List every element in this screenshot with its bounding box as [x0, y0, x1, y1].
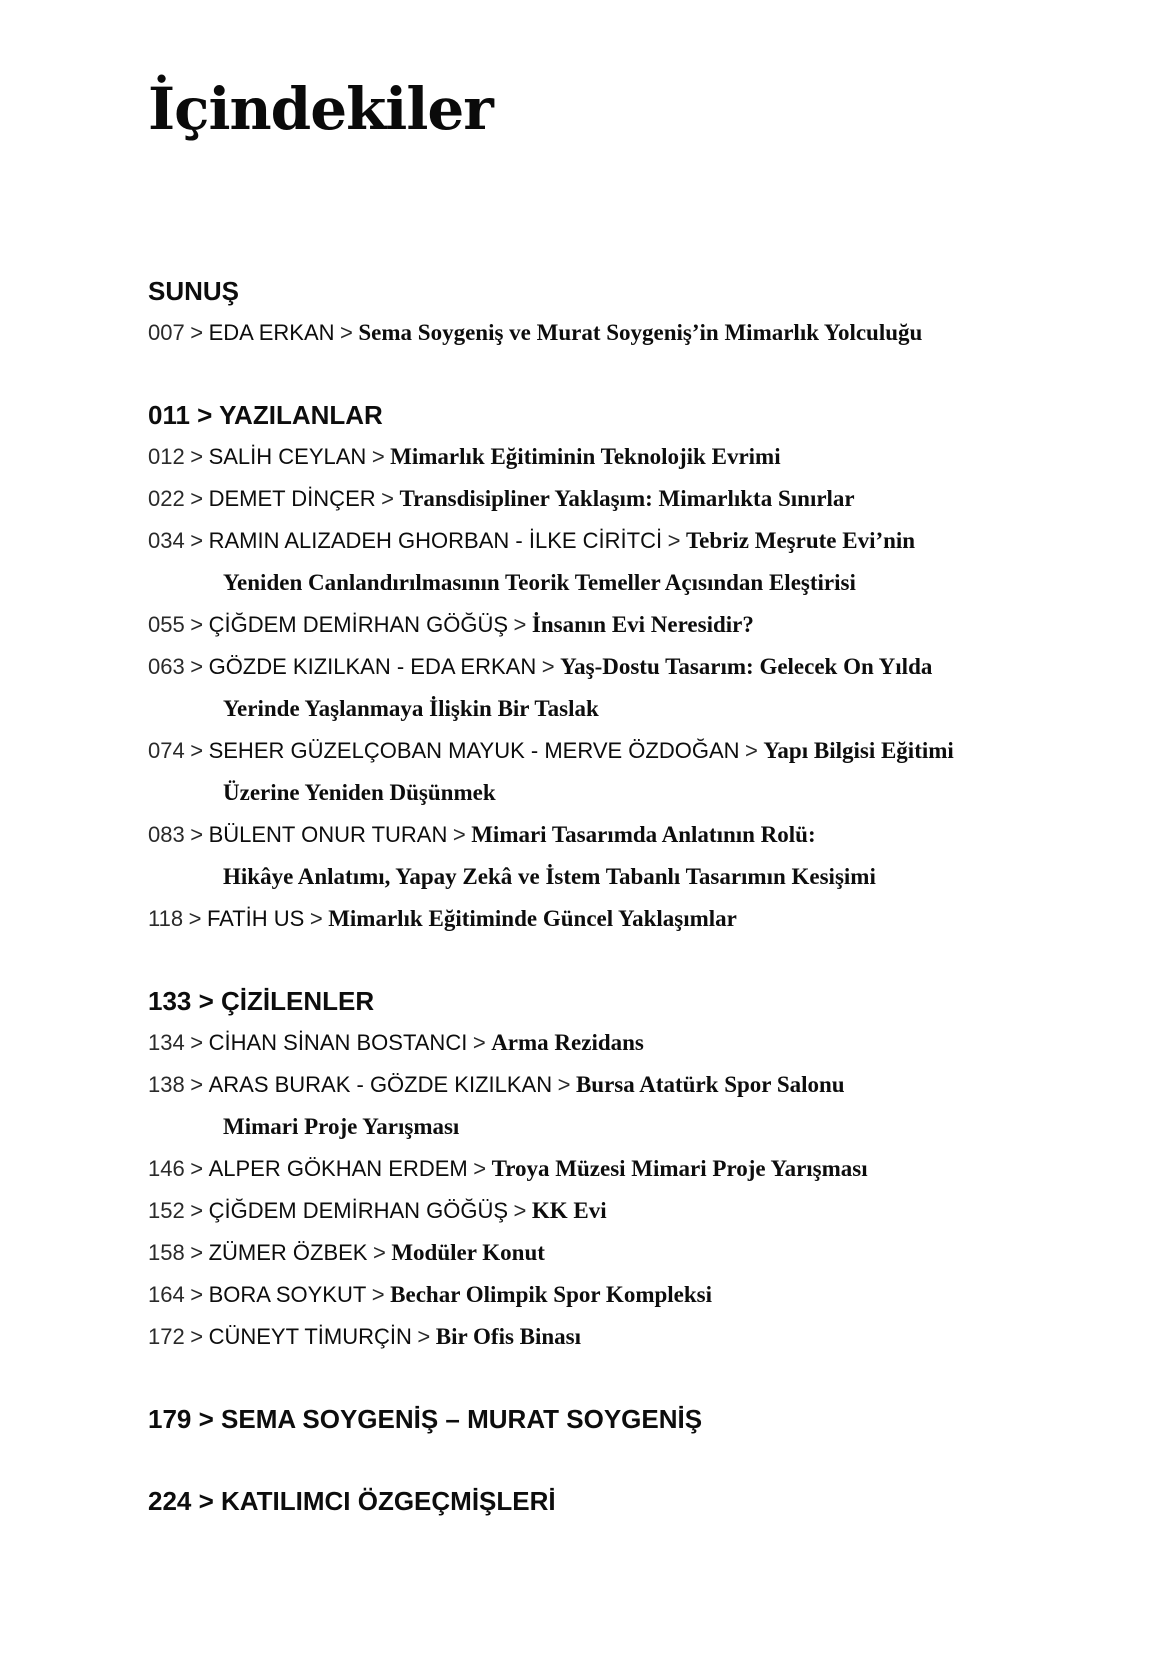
- article-title: Yaş-Dostu Tasarım: Gelecek On Yılda: [560, 654, 933, 679]
- entry-list: [148, 312, 1048, 354]
- article-title: İnsanın Evi Neresidir?: [531, 612, 754, 637]
- page-number: 034: [148, 528, 185, 553]
- page-number: 158: [148, 1240, 185, 1265]
- separator: >: [190, 486, 204, 511]
- separator: >: [452, 822, 466, 847]
- author-name: FATİH US: [206, 906, 305, 931]
- author-name: ALPER GÖKHAN ERDEM: [208, 1156, 468, 1181]
- article-title-continuation: Üzerine Yeniden Düşünmek: [223, 780, 496, 805]
- section-cizilenler: [148, 980, 1048, 1358]
- article-title: Bir Ofis Binası: [435, 1324, 582, 1349]
- toc-entry[interactable]: [148, 436, 1048, 478]
- separator: >: [371, 444, 385, 469]
- separator: >: [190, 320, 204, 345]
- author-name: ÇİĞDEM DEMİRHAN GÖĞÜŞ: [208, 1198, 509, 1223]
- toc-entry[interactable]: [148, 898, 1048, 940]
- section-heading[interactable]: 133 > ÇİZİLENLER: [148, 986, 375, 1016]
- separator: >: [309, 906, 323, 931]
- article-title: Modüler Konut: [391, 1240, 545, 1265]
- spacer: [148, 354, 1048, 394]
- separator: >: [190, 822, 204, 847]
- entry-list: [148, 436, 1048, 940]
- article-title: Bechar Olimpik Spor Kompleksi: [390, 1282, 712, 1307]
- separator: >: [190, 528, 204, 553]
- section-heading[interactable]: 224 > KATILIMCI ÖZGEÇMİŞLERİ: [148, 1486, 556, 1516]
- section-soygenis: [148, 1398, 1048, 1440]
- page-number: 055: [148, 612, 185, 637]
- article-title: KK Evi: [531, 1198, 607, 1223]
- separator: >: [473, 1156, 487, 1181]
- separator: >: [190, 1156, 204, 1181]
- toc-entry[interactable]: [148, 520, 1048, 562]
- article-title: Bursa Atatürk Spor Salonu: [575, 1072, 845, 1097]
- author-name: ÇİĞDEM DEMİRHAN GÖĞÜŞ: [208, 612, 509, 637]
- article-title: Troya Müzesi Mimari Proje Yarışması: [491, 1156, 868, 1181]
- author-name: ARAS BURAK - GÖZDE KIZILKAN: [208, 1072, 553, 1097]
- author-name: SEHER GÜZELÇOBAN MAYUK - MERVE ÖZDOĞAN: [208, 738, 740, 763]
- section-heading[interactable]: 179 > SEMA SOYGENİŞ – MURAT SOYGENİŞ: [148, 1404, 703, 1434]
- article-title: Mimari Tasarımda Anlatının Rolü:: [471, 822, 816, 847]
- page-number: 022: [148, 486, 185, 511]
- article-title: Yapı Bilgisi Eğitimi: [763, 738, 954, 763]
- author-name: ZÜMER ÖZBEK: [208, 1240, 368, 1265]
- table-of-contents: [148, 270, 1048, 1522]
- separator: >: [190, 1030, 204, 1055]
- section-ozgecmisler: [148, 1480, 1048, 1522]
- article-title-continuation: Yerinde Yaşlanmaya İlişkin Bir Taslak: [223, 696, 599, 721]
- separator: >: [472, 1030, 486, 1055]
- page-number: 083: [148, 822, 185, 847]
- separator: >: [340, 320, 353, 345]
- toc-entry[interactable]: [148, 646, 1048, 688]
- article-title: Sema Soygeniş ve Murat Soygeniş’in Mimarlık Yolculuğu: [358, 320, 923, 345]
- article-title: Tebriz Meşrute Evi’nin: [685, 528, 916, 553]
- toc-entry[interactable]: [148, 1022, 1048, 1064]
- author-name: EDA ERKAN: [208, 320, 335, 345]
- separator: >: [190, 612, 204, 637]
- page-number: 164: [148, 1282, 185, 1307]
- article-title: Transdisipliner Yaklaşım: Mimarlıkta Sınırlar: [399, 486, 855, 511]
- author-name: SALİH CEYLAN: [208, 444, 367, 469]
- page-number: 118: [148, 906, 184, 931]
- separator: >: [513, 1198, 527, 1223]
- page-number: 152: [148, 1198, 185, 1223]
- author-name: BÜLENT ONUR TURAN: [208, 822, 448, 847]
- separator: >: [190, 738, 204, 763]
- toc-entry[interactable]: [148, 478, 1048, 520]
- author-name: CÜNEYT TİMURÇİN: [208, 1324, 412, 1349]
- separator: >: [557, 1072, 571, 1097]
- section-yazilanlar: [148, 394, 1048, 940]
- page-number: 007: [148, 320, 185, 345]
- toc-entry[interactable]: [148, 312, 1048, 354]
- separator: >: [190, 654, 204, 679]
- page-number: 134: [148, 1030, 185, 1055]
- article-title: Arma Rezidans: [491, 1030, 644, 1055]
- spacer: [148, 1358, 1048, 1398]
- toc-entry[interactable]: [148, 814, 1048, 856]
- toc-entry[interactable]: [148, 1232, 1048, 1274]
- article-title: Mimarlık Eğitiminde Güncel Yaklaşımlar: [328, 906, 737, 931]
- toc-entry[interactable]: [148, 1190, 1048, 1232]
- separator: >: [190, 1198, 204, 1223]
- separator: >: [417, 1324, 431, 1349]
- separator: >: [190, 1240, 204, 1265]
- author-name: RAMIN ALIZADEH GHORBAN - İLKE CİRİTCİ: [208, 528, 663, 553]
- page-number: 063: [148, 654, 185, 679]
- separator: >: [541, 654, 555, 679]
- separator: >: [371, 1282, 385, 1307]
- section-sunus: [148, 270, 1048, 354]
- author-name: DEMET DİNÇER: [208, 486, 376, 511]
- toc-entry[interactable]: [148, 1148, 1048, 1190]
- toc-entry[interactable]: [148, 1274, 1048, 1316]
- article-title-continuation: Hikâye Anlatımı, Yapay Zekâ ve İstem Tabanlı Tasarımın Kesişimi: [223, 864, 876, 889]
- article-title-continuation: Yeniden Canlandırılmasının Teorik Temeller Açısından Eleştirisi: [223, 570, 856, 595]
- separator: >: [190, 1072, 204, 1097]
- page-number: 172: [148, 1324, 185, 1349]
- page-number: 012: [148, 444, 185, 469]
- spacer: [148, 940, 1048, 980]
- section-heading[interactable]: 011 > YAZILANLAR: [148, 400, 383, 430]
- separator: >: [381, 486, 394, 511]
- toc-entry[interactable]: [148, 1316, 1048, 1358]
- article-title-continuation: Mimari Proje Yarışması: [223, 1114, 460, 1139]
- toc-entry[interactable]: [148, 604, 1048, 646]
- section-heading[interactable]: SUNUŞ: [148, 276, 240, 306]
- page-number: 074: [148, 738, 185, 763]
- separator: >: [745, 738, 758, 763]
- author-name: CİHAN SİNAN BOSTANCI: [208, 1030, 468, 1055]
- entry-list: [148, 1022, 1048, 1358]
- author-name: BORA SOYKUT: [208, 1282, 367, 1307]
- separator: >: [190, 1282, 204, 1307]
- separator: >: [372, 1240, 386, 1265]
- separator: >: [190, 444, 204, 469]
- separator: >: [188, 906, 202, 931]
- toc-entry[interactable]: [148, 730, 1048, 772]
- separator: >: [667, 528, 681, 553]
- separator: >: [190, 1324, 204, 1349]
- article-title: Mimarlık Eğitiminin Teknolojik Evrimi: [390, 444, 781, 469]
- spacer: [148, 1440, 1048, 1480]
- separator: >: [513, 612, 527, 637]
- author-name: GÖZDE KIZILKAN - EDA ERKAN: [208, 654, 537, 679]
- toc-entry[interactable]: [148, 1064, 1048, 1106]
- page-number: 138: [148, 1072, 185, 1097]
- page-title: İçindekiler: [148, 75, 493, 143]
- page-number: 146: [148, 1156, 185, 1181]
